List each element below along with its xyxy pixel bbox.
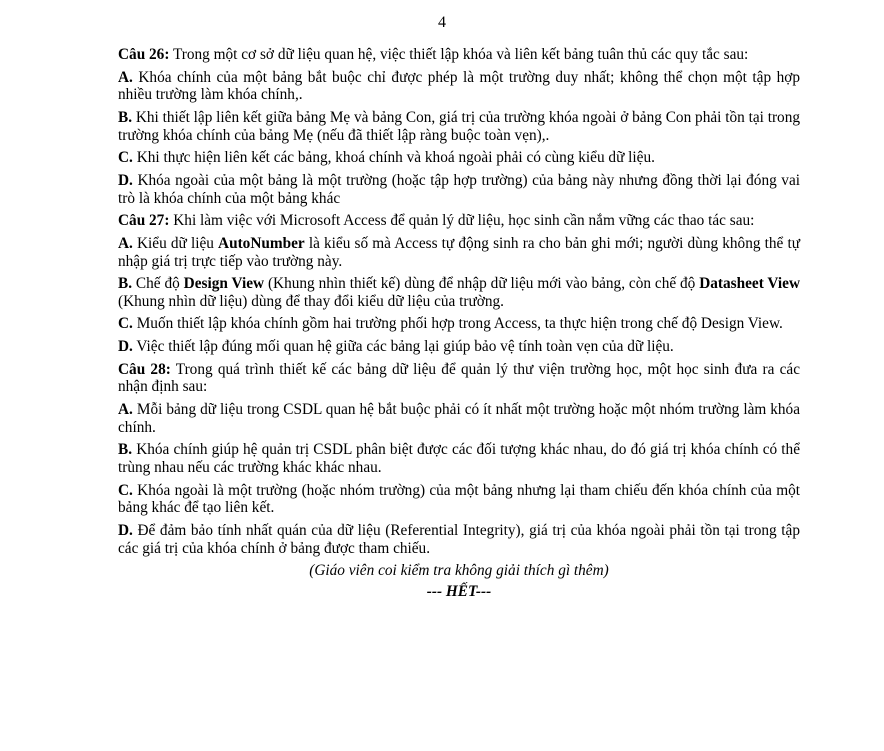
- question-text: Trong một cơ sở dữ liệu quan hệ, việc thiết lập khóa và liên kết bảng tuân thủ các quy tắc sau:: [169, 46, 749, 63]
- option-label: D.: [118, 521, 133, 539]
- option-label: C.: [118, 481, 133, 499]
- option-text: Muốn thiết lập khóa chính gồm hai trường phối hợp trong Access, ta thực hiện trong chế độ Design View.: [132, 315, 783, 333]
- option-d: [118, 338, 800, 356]
- option-label: A.: [118, 234, 133, 252]
- option-b: [118, 441, 800, 476]
- option-text: Khóa ngoài của một bảng là một trường (hoặc tập hợp trường) của bảng này nhưng đồng thời lại đóng vai trò là khóa chính của một bảng khác: [118, 171, 800, 207]
- option-text: Để đảm bảo tính nhất quán của dữ liệu (Referential Integrity), giá trị của khóa ngoài phải tồn tại trong tập các giá trị của khóa chính ở bảng được tham chiếu.: [118, 521, 800, 557]
- option-text: Khóa ngoài là một trường (hoặc nhóm trường) của một bảng nhưng lại tham chiếu đến khóa chính của một bảng khác để tạo liên kết.: [118, 481, 800, 517]
- question-stem: [118, 46, 800, 64]
- question-text: Trong quá trình thiết kế các bảng dữ liệu để quản lý thư viện trường học, một học sinh đưa ra các nhận định sau:: [118, 360, 800, 396]
- option-c: [118, 315, 800, 333]
- option-c: [118, 482, 800, 517]
- proctor-note: (Giáo viên coi kiểm tra không giải thích gì thêm): [309, 562, 609, 580]
- option-label: B.: [118, 108, 133, 126]
- option-text: Khóa chính giúp hệ quản trị CSDL phân biệt được các đối tượng khác nhau, do đó giá trị khóa chính có thể trùng nhau nếu các trường khác khác nhau.: [118, 441, 800, 476]
- option-text: Mỗi bảng dữ liệu trong CSDL quan hệ bắt buộc phải có ít nhất một trường hoặc một nhóm trường làm khóa chính.: [118, 401, 800, 436]
- option-b: [118, 109, 800, 144]
- option-a: [118, 69, 800, 104]
- option-label: C.: [118, 149, 133, 167]
- question-label: Câu 26:: [118, 46, 170, 63]
- option-label: A.: [118, 68, 133, 86]
- option-text-pre: Kiểu dữ liệu: [132, 234, 219, 252]
- option-c: [118, 149, 800, 167]
- keyword-datasheet-view: Datasheet View: [699, 275, 800, 293]
- option-b: [118, 275, 800, 310]
- option-text-pre: Chế độ: [132, 275, 184, 293]
- exam-content: [118, 46, 800, 600]
- question-stem: [118, 361, 800, 396]
- option-label: D.: [118, 171, 133, 189]
- keyword-autonumber: AutoNumber: [218, 234, 305, 252]
- option-label: B.: [118, 275, 133, 293]
- keyword-design-view: Design View: [183, 275, 265, 293]
- question-label: Câu 27:: [118, 212, 170, 230]
- option-text: Việc thiết lập đúng mối quan hệ giữa các bảng lại giúp bảo vệ tính toàn vẹn của dữ liệu.: [132, 338, 674, 356]
- option-label: B.: [118, 441, 133, 459]
- option-text: Khi thực hiện liên kết các bảng, khoá chính và khoá ngoài phải có cùng kiểu dữ liệu.: [132, 149, 655, 167]
- option-d: [118, 172, 800, 207]
- question-text: Khi làm việc với Microsoft Access để quản lý dữ liệu, học sinh cần nắm vững các thao tác sau:: [169, 212, 755, 230]
- option-label: C.: [118, 315, 133, 333]
- option-label: D.: [118, 338, 133, 356]
- option-text-mid: (Khung nhìn thiết kế) dùng để nhập dữ liệu mới vào bảng, còn chế độ: [264, 275, 700, 293]
- option-a: [118, 235, 800, 270]
- end-mark: --- HẾT---: [426, 582, 492, 600]
- option-a: [118, 401, 800, 436]
- option-label: A.: [118, 401, 133, 419]
- option-text-post: (Khung nhìn dữ liệu) dùng để thay đổi kiểu dữ liệu của trường.: [118, 292, 504, 310]
- option-text-post: là kiểu số mà Access tự động sinh ra cho bản ghi mới; người dùng không thể tự nhập giá trị trực tiếp vào trường này.: [118, 234, 800, 270]
- option-text: Khóa chính của một bảng bắt buộc chỉ được phép là một trường duy nhất; không thể chọn một tập hợp nhiều trường làm khóa chính,.: [118, 68, 800, 104]
- question-label: Câu 28:: [118, 360, 171, 378]
- option-d: [118, 522, 800, 557]
- question-stem: [118, 212, 800, 230]
- option-text: Khi thiết lập liên kết giữa bảng Mẹ và bảng Con, giá trị của trường khóa ngoài ở bảng Con phải tồn tại trong trường khóa chính của bảng Mẹ (nếu đã thiết lập ràng buộc toàn vẹn),.: [118, 108, 800, 144]
- page-number: 4: [438, 14, 446, 31]
